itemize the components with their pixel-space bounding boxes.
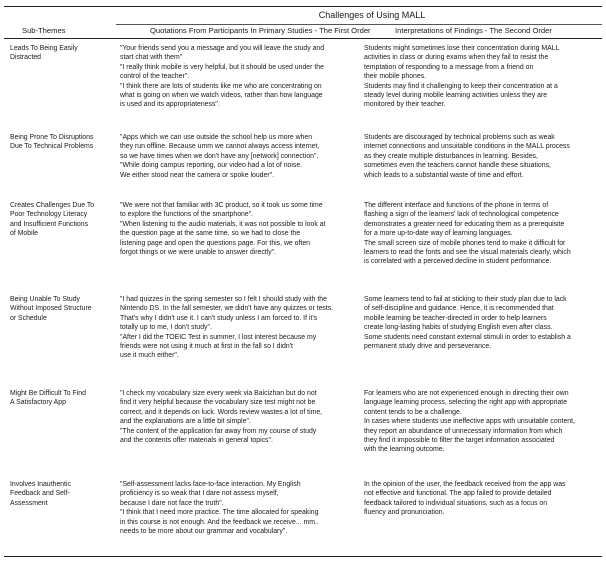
interpretation-cell: The different interface and functions of the phone in terms of flashing a sign of the learners' lack of technological competence demonstrates a greater need for educating them as a prerequisite for a more up-to-date way of learning languages. The small screen size of mobile phones tend to make it difficult for learners to read the fonts and see the visual materials clearly, which is correlated with a perceived decline in student performance. bbox=[364, 202, 571, 266]
bottom-rule bbox=[4, 556, 602, 557]
title-rule bbox=[116, 24, 602, 25]
interpretation-cell: Students are discouraged by technical problems such as weak internet connections and unsuitable conditions in the MALL process as they create multiple disturbances in learning. Besides, sometimes even the teachers cannot handle these situations, which leads to a substantial waste of time and effort. bbox=[364, 134, 570, 179]
interpretation-cell: Some learners tend to fail at sticking to their study plan due to lack of self-discipline and guidance. Hence, it is recommended that mobile learning be teacher-directed in order to help learners create long-lasting habits of studying English even after class. Some students need constant external stimuli in order to establish a permanent study drive and perseverance. bbox=[364, 296, 571, 351]
quotation-cell: "I had quizzes in the spring semester so I felt I should study with the Nintendo DS. In the fall semester, we didn't have any quizzes or tests. That's why I didn't use it. I can't study unless I am forced to. If it's totally up to me, I don't study". "After I did the TOEIC Test in summer, I lost interest because my friends were not using it much at first in the fall so I didn't use it much either". bbox=[120, 296, 334, 360]
quotation-cell: "Apps which we can use outside the school help us more when they run offline. Because umm we cannot always access internet, so we have times when we don't have any [network] connection". "While doing campus reporting, our video had a lot of noise. We either stood near the camera or spoke louder". bbox=[120, 134, 320, 179]
interpretation-cell: For learners who are not experienced enough in directing their own language learning process, selecting the right app with appropriate content tends to be a challenge. In cases where students use ineffective apps with unsuitable content, they report an abundance of unnecessary information from which they find it impossible to filter the target information associated with the learning outcome. bbox=[364, 390, 575, 454]
quotation-cell: "I check my vocabulary size every week via Baicizhan but do not find it very helpful because the vocabulary size test might not be correct, and it depends on luck. Words review wastes a lot of time, and the explanations are a little bit simple". "The content of the application far away from my course of study and the contents offer materials in general topics". bbox=[120, 390, 323, 445]
table-title: Challenges of Using MALL bbox=[318, 10, 426, 20]
sub-theme-cell: Leads To Being Easily Distracted bbox=[10, 45, 78, 62]
header-first-order: Quotations From Participants In Primary Studies - The First Order bbox=[150, 26, 371, 35]
interpretation-cell: Students might sometimes lose their concentration during MALL activities in class or during exams when they fail to resist the temptation of responding to a message from a friend on their mobile phones. Students may find it challenging to keep their concentration at a steady level during mobile learning activities unless they are monitored by their teacher. bbox=[364, 45, 560, 109]
header-second-order: Interpretations of Findings - The Second Order bbox=[395, 26, 552, 35]
header-rule bbox=[4, 38, 602, 39]
sub-theme-cell: Involves Inauthentic Feedback and Self- Assessment bbox=[10, 481, 71, 507]
top-rule bbox=[4, 6, 602, 7]
sub-theme-cell: Being Prone To Disruptions Due To Technical Problems bbox=[10, 134, 94, 151]
quotation-cell: "We were not that familiar with 3C product, so it took us some time to explore the functions of the smartphone". "When listening to the audio materials, it was not possible to look at the question page at the same time, so we had to close the listening page and open the questions page. For this, we often forgot things or we were unable to answer directly". bbox=[120, 202, 326, 257]
quotation-cell: "Self-assessment lacks face-to-face interaction. My English proficiency is so weak that I dare not assess myself, because I dare not face the truth". "I think that I need more practice. The time allocated for speaking in this course is not enough. And the feedback we receive... mm.. needs to be more about our grammar and vocabulary". bbox=[120, 481, 319, 536]
interpretation-cell: In the opinion of the user, the feedback received from the app was not effective and functional. The app failed to provide detailed feedback tailored to individual situations, such as a focus on fluency and pronunciation. bbox=[364, 481, 566, 517]
sub-theme-cell: Creates Challenges Due To Poor Technology Literacy and Insufficient Functions of Mobile bbox=[10, 202, 95, 238]
sub-theme-cell: Might Be Difficult To Find A Satisfactory App bbox=[10, 390, 86, 407]
quotation-cell: "Your friends send you a message and you will leave the study and start chat with them" "I really think mobile is very helpful, but it should be used under the control of the teacher". "I think there are lots of students like me who are concentrating on what is going on when we watch videos, rather than how language is used and its appropriateness". bbox=[120, 45, 325, 109]
sub-theme-cell: Being Unable To Study Without Imposed Structure or Schedule bbox=[10, 296, 92, 322]
header-sub-themes: Sub-Themes bbox=[22, 26, 66, 35]
